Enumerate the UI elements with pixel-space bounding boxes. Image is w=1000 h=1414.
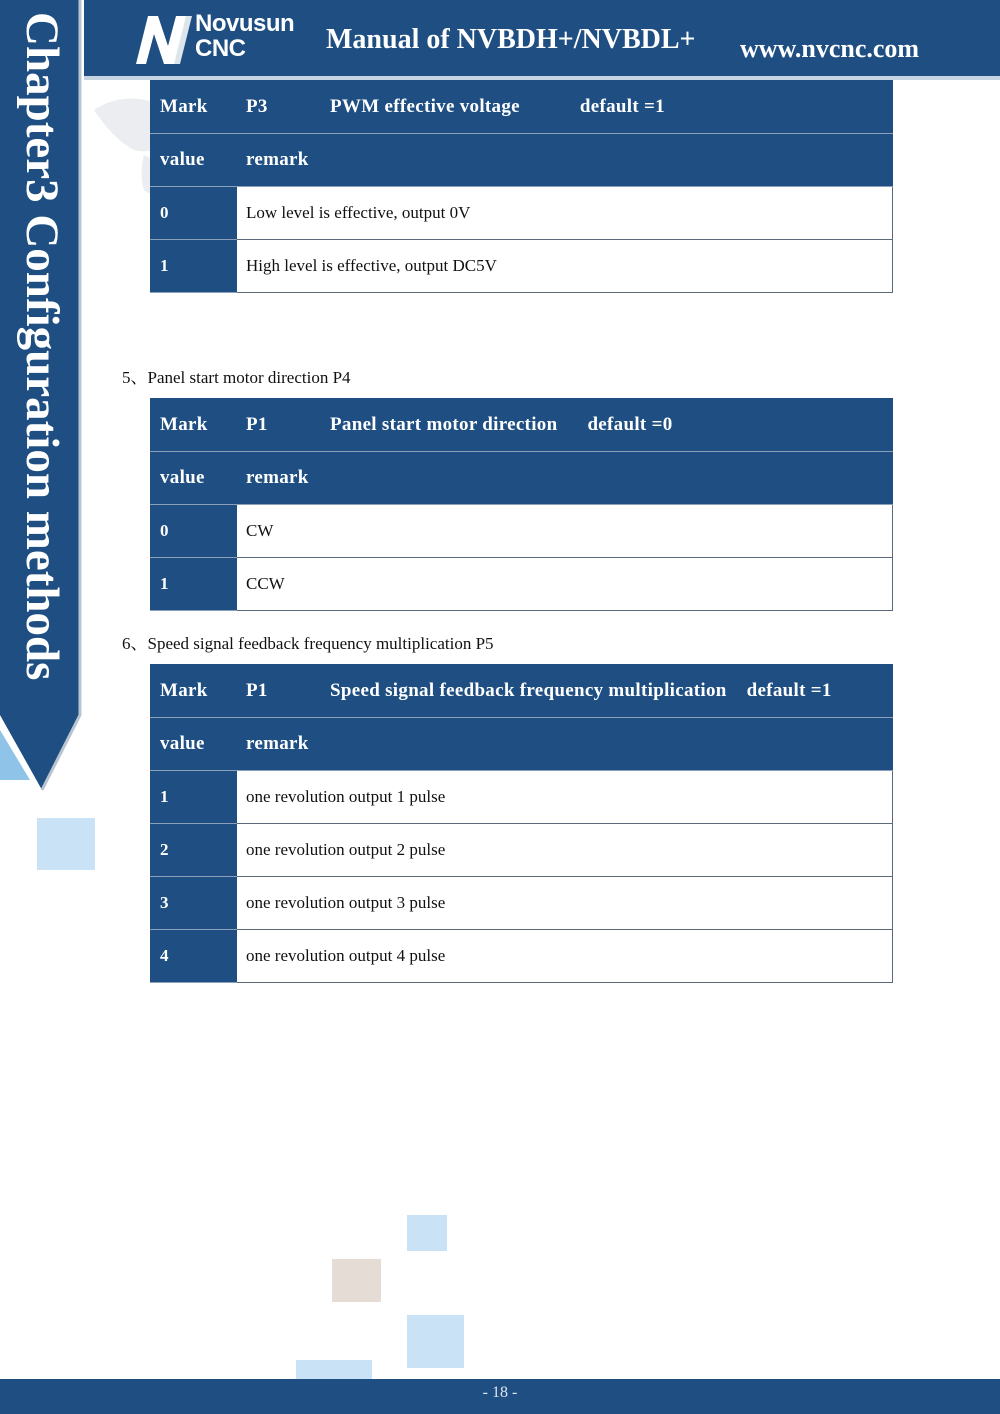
row-remark: CCW bbox=[237, 558, 893, 611]
param-table-p3 bbox=[150, 80, 893, 293]
logo-line-brand: Novusun bbox=[195, 10, 295, 37]
table-row bbox=[151, 187, 893, 240]
mark-header: Mark bbox=[151, 665, 237, 718]
table-subheader-row bbox=[151, 718, 893, 771]
row-value: 3 bbox=[151, 877, 237, 930]
website-url: www.nvcnc.com bbox=[740, 34, 920, 63]
param-code: P3 bbox=[237, 81, 321, 134]
param-default: default =1 bbox=[579, 96, 665, 117]
param-default: default =0 bbox=[587, 414, 673, 435]
value-header: value bbox=[151, 134, 237, 187]
table-row bbox=[151, 771, 893, 824]
row-value: 0 bbox=[151, 505, 237, 558]
novusun-logo-icon bbox=[134, 12, 194, 66]
param-title-cell bbox=[321, 665, 893, 718]
table-subheader-row bbox=[151, 134, 893, 187]
param-table-p5 bbox=[150, 664, 893, 983]
row-remark: High level is effective, output DC5V bbox=[237, 240, 893, 293]
table-header-row bbox=[151, 81, 893, 134]
mark-header: Mark bbox=[151, 81, 237, 134]
row-remark: CW bbox=[237, 505, 893, 558]
param-title-cell bbox=[321, 399, 893, 452]
row-remark: one revolution output 2 pulse bbox=[237, 824, 893, 877]
row-value: 0 bbox=[151, 187, 237, 240]
remark-header: remark bbox=[237, 134, 893, 187]
decorative-square bbox=[407, 1215, 447, 1251]
param-default: default =1 bbox=[746, 680, 832, 701]
decorative-square bbox=[296, 1360, 372, 1379]
table-header-row bbox=[151, 399, 893, 452]
table-row bbox=[151, 558, 893, 611]
remark-header: remark bbox=[237, 718, 893, 771]
table-row bbox=[151, 824, 893, 877]
logo-line-cnc: CNC bbox=[195, 35, 246, 62]
param-code: P1 bbox=[237, 399, 321, 452]
row-value: 1 bbox=[151, 771, 237, 824]
decorative-square bbox=[37, 818, 95, 870]
logo-wordmark bbox=[195, 11, 294, 61]
param-table-p4 bbox=[150, 398, 893, 611]
decorative-square bbox=[332, 1259, 381, 1302]
section-heading-6: 6、Speed signal feedback frequency multiplication P5 bbox=[122, 634, 494, 653]
param-title-cell bbox=[321, 81, 893, 134]
manual-title: Manual of NVBDH+/NVBDL+ bbox=[326, 24, 696, 55]
table-row bbox=[151, 877, 893, 930]
param-name: Panel start motor direction bbox=[330, 414, 558, 435]
decorative-square bbox=[407, 1315, 464, 1368]
table-header-row bbox=[151, 665, 893, 718]
row-remark: one revolution output 1 pulse bbox=[237, 771, 893, 824]
value-header: value bbox=[151, 452, 237, 505]
value-header: value bbox=[151, 718, 237, 771]
row-value: 1 bbox=[151, 558, 237, 611]
page-number: - 18 - bbox=[482, 1384, 518, 1401]
row-value: 2 bbox=[151, 824, 237, 877]
row-remark: Low level is effective, output 0V bbox=[237, 187, 893, 240]
row-value: 4 bbox=[151, 930, 237, 983]
param-name: PWM effective voltage bbox=[330, 96, 520, 117]
param-name: Speed signal feedback frequency multiplication bbox=[330, 680, 727, 701]
section-heading-5: 5、Panel start motor direction P4 bbox=[122, 368, 351, 387]
chapter-sidebar bbox=[0, 0, 84, 805]
table-row bbox=[151, 930, 893, 983]
row-remark: one revolution output 4 pulse bbox=[237, 930, 893, 983]
remark-header: remark bbox=[237, 452, 893, 505]
table-subheader-row bbox=[151, 452, 893, 505]
table-row bbox=[151, 240, 893, 293]
chapter-title: Chapter3 Configuration methods bbox=[16, 12, 68, 681]
mark-header: Mark bbox=[151, 399, 237, 452]
row-remark: one revolution output 3 pulse bbox=[237, 877, 893, 930]
row-value: 1 bbox=[151, 240, 237, 293]
param-code: P1 bbox=[237, 665, 321, 718]
table-row bbox=[151, 505, 893, 558]
